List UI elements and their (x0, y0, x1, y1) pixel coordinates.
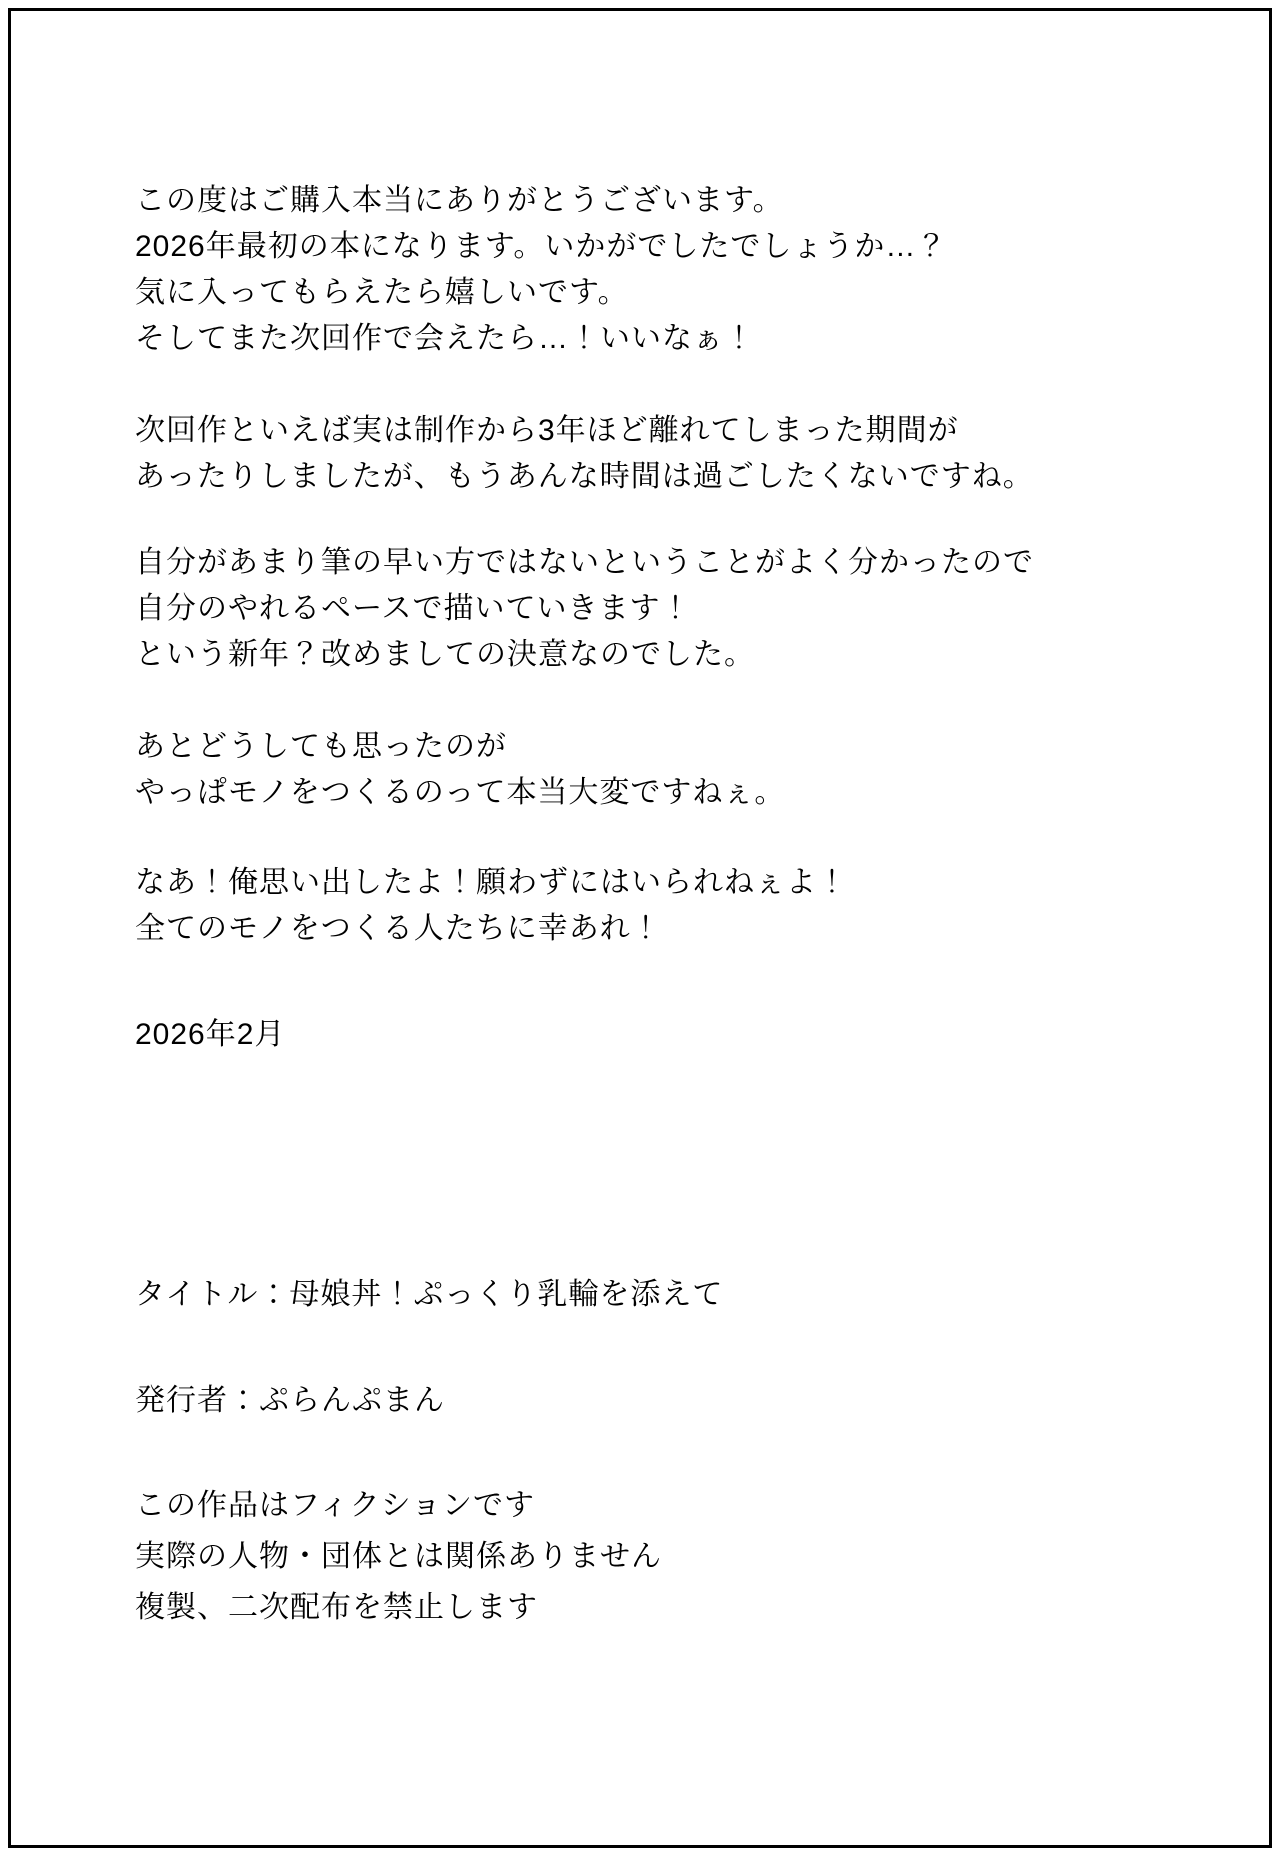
colophon-title-block (135, 1272, 1220, 1318)
date-block (135, 1012, 1220, 1058)
text-line: あったりしましたが、もうあんな時間は過ごしたくないですね。 (135, 460, 1034, 493)
disclaimer-line: 実際の人物・団体とは関係ありません (135, 1540, 662, 1573)
date-line: 2026年2月 (135, 1018, 286, 1051)
afterword-paragraph-blessing (135, 860, 1220, 952)
text-line: 次回作といえば実は制作から3年ほど離れてしまった期間が (135, 414, 959, 447)
text-line: そしてまた次回作で会えたら…！いいなぁ！ (135, 322, 755, 355)
text-line: という新年？改めましての決意なのでした。 (135, 638, 755, 671)
publisher-line: 発行者：ぷらんぷまん (135, 1384, 445, 1417)
afterword-paragraph-resolution (135, 540, 1220, 678)
text-line: やっぱモノをつくるのって本当大変ですねぇ。 (135, 776, 786, 809)
colophon-publisher-block (135, 1378, 1220, 1424)
afterword-paragraph-thoughts (135, 724, 1220, 816)
text-line: 自分のやれるペースで描いていきます！ (135, 592, 692, 625)
afterword-paragraph-hiatus (135, 408, 1220, 500)
colophon-disclaimer-block (135, 1480, 1220, 1633)
disclaimer-line: この作品はフィクションです (135, 1489, 535, 1522)
text-line: この度はご購入本当にありがとうございます。 (135, 184, 784, 217)
text-line: 2026年最初の本になります。いかがでしたでしょうか…？ (135, 230, 948, 263)
text-line: あとどうしても思ったのが (135, 730, 507, 763)
text-line: 全てのモノをつくる人たちに幸あれ！ (135, 912, 662, 945)
title-line: タイトル：母娘丼！ぷっくり乳輪を添えて (135, 1278, 724, 1311)
text-line: 気に入ってもらえたら嬉しいです。 (135, 276, 629, 309)
afterword-paragraph-thanks (135, 178, 1220, 362)
disclaimer-line: 複製、二次配布を禁止します (135, 1591, 538, 1624)
text-line: なあ！俺思い出したよ！願わずにはいられねぇよ！ (135, 866, 848, 899)
text-line: 自分があまり筆の早い方ではないということがよく分かったので (135, 546, 1034, 579)
